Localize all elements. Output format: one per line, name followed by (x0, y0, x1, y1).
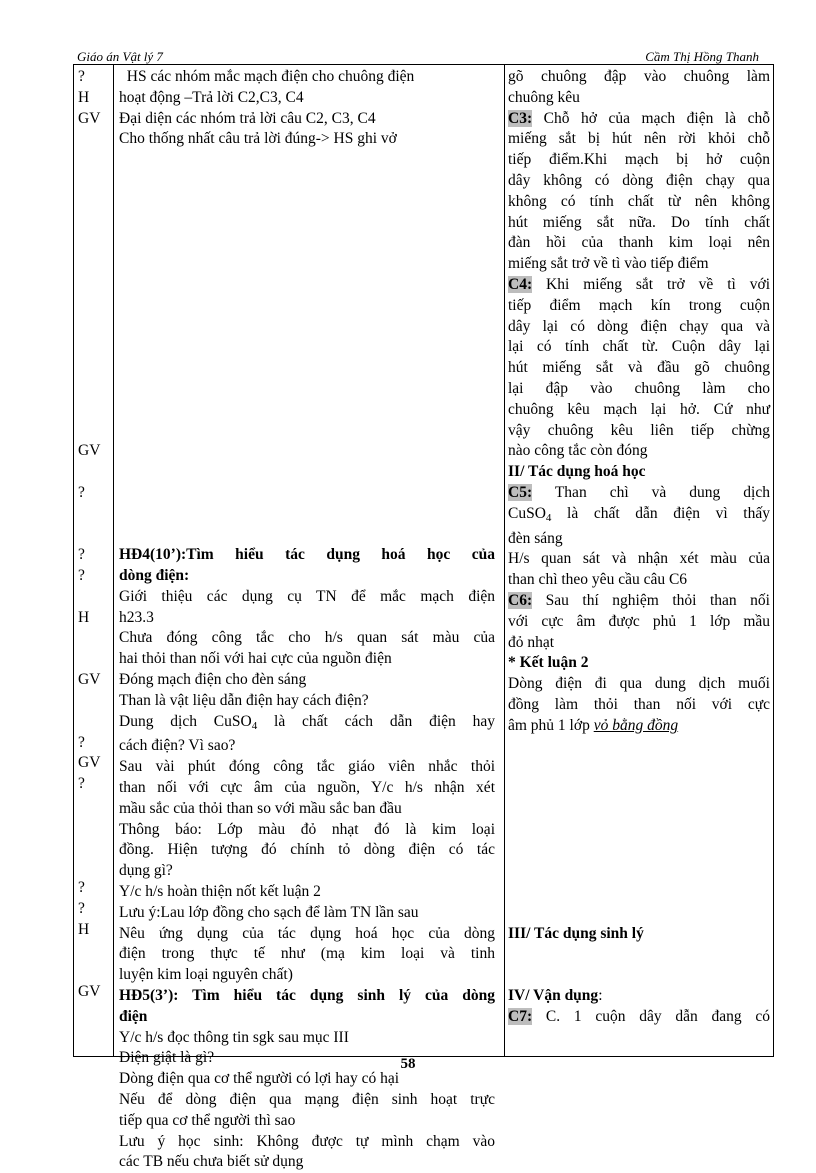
text-line: Dòng điện đi qua dung dịch muối (508, 675, 770, 693)
role-marker: ? (78, 879, 85, 897)
role-marker (75, 192, 113, 213)
text-line: luyện kim loại nguyên chất) (119, 966, 293, 984)
text-line: Giới thiệu các dụng cụ TN để mắc mạch điện (119, 587, 495, 605)
role-marker (75, 691, 113, 712)
activity-column (119, 67, 495, 1173)
role-marker (75, 795, 113, 816)
activity-heading: HĐ4(10’):Tìm hiểu tác dụng hoá học của (119, 546, 495, 564)
role-marker (75, 275, 113, 296)
role-marker: GV (78, 109, 101, 127)
text-line: vậy chuông kêu liên tiếp chừng (508, 421, 770, 439)
activity-heading: điện (119, 1007, 148, 1025)
spacer (508, 737, 770, 924)
activity-heading: HĐ5(3’): Tìm hiểu tác dụng sinh lý của dòng (119, 986, 495, 1004)
answer-line: C5: Than chì và dung dịch (508, 483, 770, 501)
text-line: miếng sắt trở về tì vào tiếp điểm (508, 255, 709, 273)
role-marker (75, 421, 113, 442)
text-line: Lưu ý:Lau lớp đồng cho sạch để làm TN lần sau (119, 903, 419, 921)
text-line: Dung dịch CuSO$_4$ là chất cách dẫn điện hay (119, 712, 495, 732)
role-marker: ? (78, 733, 85, 751)
text-line: Lưu ý học sinh: Không được tự mình chạm vào (119, 1132, 495, 1150)
role-marker: ? (78, 546, 85, 564)
text-line: gõ chuông đập vào chuông làm (508, 68, 770, 85)
spacer (119, 150, 495, 545)
role-marker: GV (78, 671, 101, 689)
column-divider (504, 65, 505, 1056)
role-marker (75, 129, 113, 150)
role-marker: ? (78, 567, 85, 585)
text-line: đàn hồi của thanh kim loại nên (508, 234, 770, 252)
role-marker: GV (78, 442, 101, 460)
answer-line: C3: Chỗ hở của mạch điện là chỗ (508, 109, 770, 127)
role-marker (75, 337, 113, 358)
role-marker (75, 525, 113, 546)
role-marker (75, 358, 113, 379)
text-line: âm phủ 1 lớp vỏ bằng đồng (508, 716, 679, 734)
role-marker: ? (78, 68, 85, 85)
text-line: than nối với cực âm của nguồn, Y/c h/s nhận xét (119, 778, 495, 796)
text-line: Đóng mạch điện cho đèn sáng (119, 670, 307, 688)
role-marker (75, 629, 113, 650)
role-marker (75, 857, 113, 878)
underlined-answer: vỏ bằng đồng (593, 716, 679, 734)
text-line: Đại diện các nhóm trả lời câu C2, C3, C4 (119, 109, 376, 127)
text-line: h23.3 (119, 608, 154, 626)
text-line: CuSO$_4$ là chất dẫn điện vì thấy (508, 504, 770, 524)
role-marker (75, 317, 113, 338)
text-line: Thông báo: Lớp màu đỏ nhạt đó là kim loại (119, 820, 495, 838)
role-marker (75, 649, 113, 670)
text-line: Sau vài phút đóng công tắc giáo viên nhắc thỏi (119, 758, 495, 776)
header-author: Cầm Thị Hồng Thanh (645, 49, 759, 64)
role-marker (75, 587, 113, 608)
text-line: Chưa đóng công tắc cho h/s quan sát màu của (119, 629, 495, 647)
header-subject: Giáo án Vật lý 7 (77, 49, 163, 64)
answer-label-c5: C5: (508, 483, 533, 501)
text-line: điện trong thực tế như (mạ kim loại và tinh (119, 945, 495, 963)
text-line: không có tính chất từ nên không (508, 192, 770, 210)
text-line: dây không có dòng điện chạy qua (508, 171, 770, 189)
role-marker (75, 462, 113, 483)
answer-line: C4: Khi miếng sắt trở về tì với (508, 275, 770, 293)
text-line: Than là vật liệu dẫn điện hay cách điện? (119, 691, 369, 709)
text-line: mầu sắc của thỏi than so với mầu sắc ban đầu (119, 799, 402, 817)
role-marker (75, 712, 113, 733)
content-column (508, 67, 770, 1028)
answer-label-c7: C7: (508, 1008, 533, 1026)
role-marker (75, 233, 113, 254)
role-column (75, 67, 113, 1003)
section-heading: III/ Tác dụng sinh lý (508, 924, 644, 942)
text-line: đồng. Hiện tượng đó chính tỏ dòng điện có tác (119, 841, 495, 859)
text-line: hút miếng sắt nữa. Do tính chất (508, 213, 770, 231)
answer-label-c6: C6: (508, 591, 533, 609)
text-line: cách điện? Vì sao? (119, 737, 236, 755)
text-line: tiếp điểm.Khi mạch bị hở cuộn (508, 151, 770, 169)
text-line: lại có tính chất từ. Cuộn dây lại (508, 338, 770, 356)
page-number: 58 (400, 1056, 416, 1072)
role-marker (75, 816, 113, 837)
role-marker (75, 940, 113, 961)
spacer (508, 944, 770, 986)
text-line: nào công tắc còn đóng (508, 442, 648, 460)
answer-label-c3: C3: (508, 109, 533, 127)
role-marker: GV (78, 983, 101, 1001)
role-marker (75, 504, 113, 525)
activity-heading: dòng điện: (119, 566, 190, 584)
role-marker (75, 296, 113, 317)
text-line: đỏ nhạt (508, 633, 555, 651)
role-marker: H (78, 88, 90, 106)
text-line: lại đập vào chuông làm cho (508, 379, 770, 397)
text-line: Nêu ứng dụng của tác dụng hoá học của dòng (119, 924, 495, 942)
text-line: Điện giật là gì? (119, 1049, 215, 1067)
text-line: chuông kêu (508, 88, 580, 106)
text-line: than chì theo yêu cầu câu C6 (508, 571, 688, 589)
role-marker: H (78, 920, 90, 938)
text-line: Y/c h/s đọc thông tin sgk sau mục III (119, 1028, 349, 1046)
text-line: tiếp qua cơ thể người thì sao (119, 1111, 296, 1129)
role-marker (75, 836, 113, 857)
role-marker: GV (78, 754, 101, 772)
text-line: hút miếng sắt và đầu gõ chuông (508, 359, 770, 377)
text-line: Dòng điện qua cơ thể người có lợi hay có hại (119, 1070, 400, 1088)
column-divider (113, 65, 114, 1056)
role-marker (75, 379, 113, 400)
role-marker (75, 254, 113, 275)
text-line: dụng gì? (119, 862, 173, 880)
text-line: Y/c h/s hoàn thiện nốt kết luận 2 (119, 882, 321, 900)
text-line: HS các nhóm mắc mạch điện cho chuông điện (126, 68, 415, 85)
conclusion-heading: * Kết luận 2 (508, 654, 589, 672)
section-heading: II/ Tác dụng hoá học (508, 463, 646, 481)
text-line: chuông kêu mạch lại hở. Cứ như (508, 400, 770, 418)
text-line: H/s quan sát và nhận xét màu của (508, 550, 770, 568)
section-heading: IV/ Vận dụng: (508, 987, 603, 1005)
text-line: với cực âm được phủ 1 lớp mầu (508, 612, 770, 630)
role-marker: ? (78, 775, 85, 793)
text-line: Cho thống nhất câu trả lời đúng-> HS ghi vở (119, 130, 397, 148)
text-line: hai thỏi than nối với hai cực của nguồn điện (119, 650, 392, 668)
text-line: đồng làm thỏi than nối với cực (508, 695, 770, 713)
answer-line: C6: Sau thí nghiệm thỏi than nối (508, 591, 770, 609)
role-marker: ? (78, 899, 85, 917)
role-marker: H (78, 608, 90, 626)
text-line: miếng sắt bị hút nên rời khỏi chỗ (508, 130, 770, 148)
role-marker (75, 171, 113, 192)
role-marker (75, 400, 113, 421)
role-marker (75, 961, 113, 982)
text-line: tiếp điểm mạch kín trong cuộn (508, 296, 770, 314)
text-line: hoạt động –Trả lời C2,C3, C4 (119, 88, 304, 106)
answer-line: C7: C. 1 cuộn dây dẫn đang có (508, 1008, 770, 1026)
answer-label-c4: C4: (508, 275, 533, 293)
text-line: Nếu để dòng điện qua mạng điện sinh hoạt trực (119, 1090, 495, 1108)
role-marker (75, 213, 113, 234)
role-marker (75, 150, 113, 171)
text-line: đèn sáng (508, 529, 563, 547)
text-line: các TB nếu chưa biết sử dụng (119, 1153, 304, 1171)
role-marker: ? (78, 483, 85, 501)
text-line: dây lại có dòng điện chạy qua và (508, 317, 770, 335)
